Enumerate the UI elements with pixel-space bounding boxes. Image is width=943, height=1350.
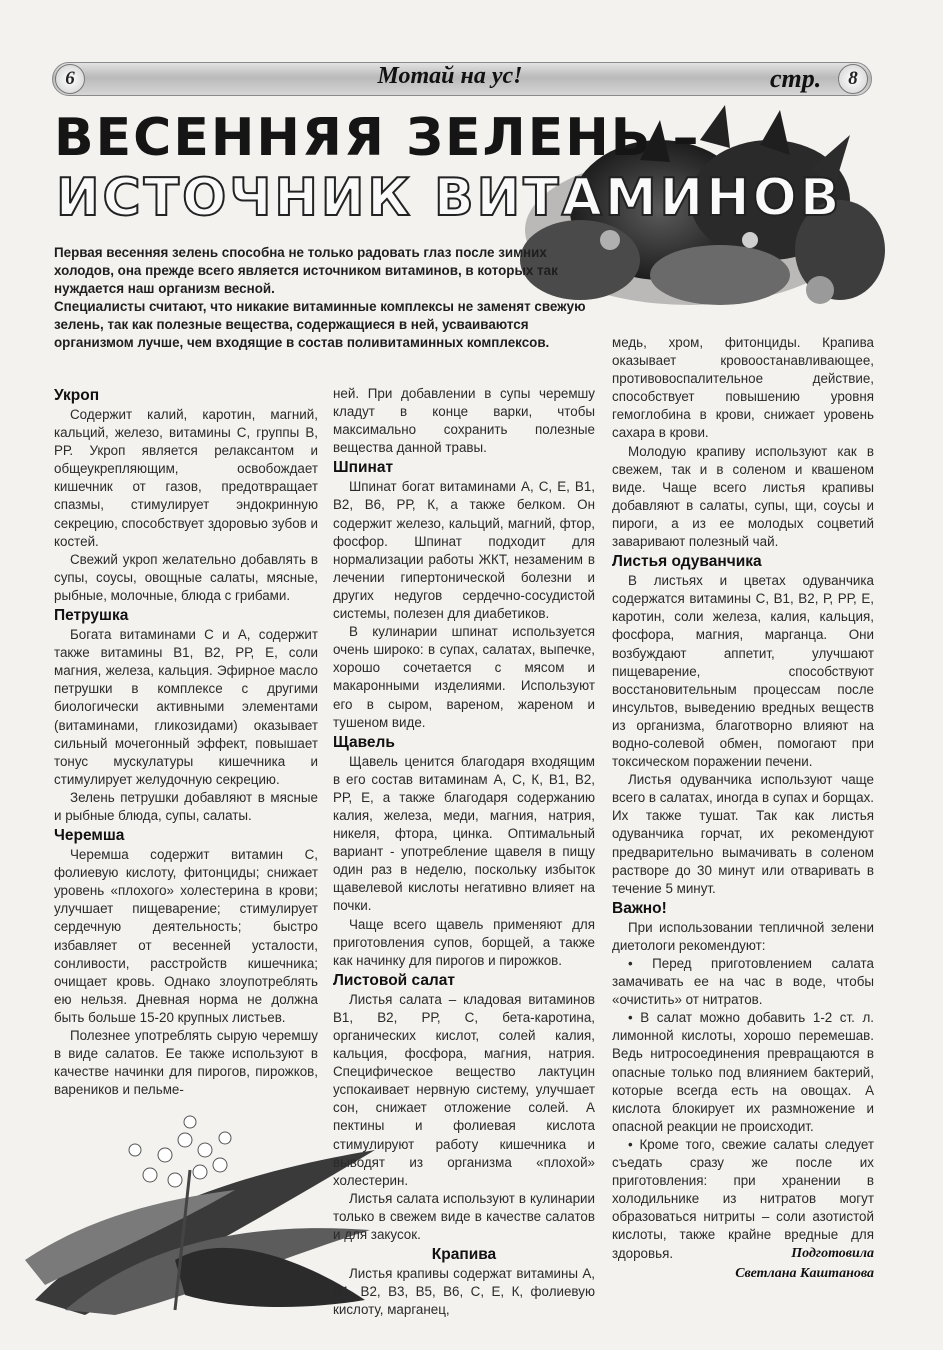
heading-salat: Листовой салат [333,971,455,989]
heading-petrushka: Петрушка [54,607,129,625]
text-salat-2: Листья салата используют в кулинарии только в свежем виде в качестве салатов и для закусок. [333,1190,595,1243]
text-cheremsha-2: Полезнее употреблять сырую черемшу в виде салатов. Ее также используют в качестве начинки для пирогов, пирожков, вареников и пельме- [54,1028,318,1098]
signature-prepared-by: Подготовила [791,1246,874,1261]
text-petrushka-1: Богата витаминами С и А, содержит также витамины В1, В2, РР, Е, соли магния, железа, кальция. Эфирное масло петрушки в комплексе с другими биологически активными элементами (витаминами, гликозидами) оказывает сильный мочегонный эффект, повышает тонус мускулатуры кишечника и стимулирует желудочную секрецию. [54,627,318,787]
text-krapiva-1: Листья крапивы содержат витамины А, В1, В2, В3, В5, В6, С, Е, К, фолиевую кислоту, марганец, [333,1266,595,1318]
section-title: Мотай на ус! [377,63,523,89]
text-vazhno-4: • Кроме того, свежие салаты следует съедать сразу же после их приготовления: при хранении в холодильнике из нитратов могут образоваться нитриты – соли азотистой кислоты, также крайне вредные для здоровья. [612,1136,874,1261]
text-salat-1: Листья салата – кладовая витаминов В1, В2, РР, С, бета-каротина, органических кислот, солей калия, кальция, фосфора, магния, натрия. Специфическое вещество лактуцин успокаивает нервную систему, улучшает сон, снижает отложение солей. А пектины и фолиевая кислота стимулируют работу кишечника и выводят из организма «плохой» холестерин. [333,991,595,1188]
heading-shchavel: Щавель [333,733,395,751]
text-petrushka-2: Зелень петрушки добавляют в мясные и рыбные блюда, супы, салаты. [54,789,318,823]
text-oduvanchik-2: Листья одуванчика используют чаще всего в салатах, иногда в супах и борщах. Их также тушат. Так как листья одуванчика горчат, их рекомендуют предварительно вымачивать в соленом растворе до 30 минут или отваривать в течение 5 минут. [612,772,874,896]
text-cheremsha-1: Черемша содержит витамин С, фолиевую кислоту, фитонциды; снижает уровень «плохого» холестерина в крови; улучшает пищеварение; стимулирует сердечную деятельность; быстро избавляет от весенней усталости, сонливости, расстройств кишечника; очищает кровь. Однако злоупотреблять ею нельзя. Дневная норма не должна быть больше 15-20 крупных листьев. [54,847,318,1025]
text-shpinat-2: В кулинарии шпинат используется очень широко: в супах, салатах, выпечке, хорошо сочетается с мясом и макаронными изделиями. Используют его в сыром, вареном, жареном и тушеном виде. [333,624,595,730]
text-ukrop-2: Свежий укроп желательно добавлять в супы, соусы, овощные салаты, мясные, рыбные, молочные, блюда с грибами. [54,551,318,603]
page-number-right: 8 [838,64,868,94]
text-vazhno-3: • В салат можно добавить 1-2 ст. л. лимонной кислоты, хорошо перемешав. Ведь нитросоединения превращаются в опасные только под влиянием бактерий, которые всегда есть на овощах. А кислота блокирует их размножение и опасной реакции не происходит. [612,1010,874,1134]
text-krapiva-continued: медь, хром, фитонциды. Крапива оказывает кровоостанавливающее, противовоспалительное действие, способствует повышению уровня гемоглобина в крови, снижает уровень сахара в крови. [612,335,874,441]
intro-text-1: Первая весенняя зелень способна не только радовать глаз после зимних холодов, она прежде всего является источником витаминов, в которых так нуждается наш организм весной. [54,245,558,297]
heading-vazhno: Важно! [612,899,667,917]
text-shchavel-2: Чаще всего щавель применяют для приготовления супов, борщей, а также как начинку для пирогов и пирожков. [333,916,595,968]
page-label: стр. [770,64,822,93]
column-1 [54,385,318,1099]
heading-oduvanchik: Листья одуванчика [612,553,762,571]
heading-shpinat: Шпинат [333,459,394,477]
headline-line-2: ИСТОЧНИК ВИТАМИНОВ [56,168,843,228]
page-number-left: 6 [55,64,85,94]
author-signature [612,1244,874,1284]
heading-ukrop: Укроп [54,387,100,404]
text-vazhno-1: При использовании тепличной зелени диетологи рекомендуют: [612,919,874,953]
intro-text-2: Специалисты считают, что никакие витаминные комплексы не заменят свежую зелень, так как полезные вещества, содержащиеся в ней, усваиваются организмом лучше, чем входящие в состав поливитаминных комплексов. [54,299,586,351]
wild-garlic-image [25,1110,380,1315]
column-3 [612,334,874,1263]
text-krapiva-2: Молодую крапиву используют как в свежем, так и в соленом и квашеном виде. Чаще всего листья крапивы добавляют в салаты, супы, щи, соусы и пироги, а из ее молодых соцветий заваривают полезный чай. [612,443,874,550]
text-ukrop-1: Содержит калий, каротин, магний, кальций, железо, витамины С, группы В, РР. Укроп является релаксантом и общеукрепляющим, освобождает кишечник от газов, предотвращает спазмы, стимулирует эндокринную секрецию, способствует здоровью зубов и костей. [54,407,318,549]
headline-line-1: ВЕСЕННЯЯ ЗЕЛЕНЬ – [54,108,701,168]
text-shchavel-1: Щавель ценится благодаря входящим в его состав витаминам А, С, К, В1, В2, РР, Е, а также благодаря содержанию калия, железа, меди, магния, натрия, никеля, фтора, цинка. Оптимальный вариант - употребление щавеля в пищу один раз в неделю, поскольку избыток щавелевой кислоты негативно влияет на почки. [333,753,595,914]
heading-cheremsha: Черемша [54,827,125,845]
text-shpinat-1: Шпинат богат витаминами А, С, Е, В1, В2, В6, РР, К, а также белком. Он содержит железо, кальций, магний, фтор, фосфор. Шпинат подходит для нормализации работы ЖКТ, незаменим в лечении гипертонической болезни и других недугов сердечно-сосудистой системы, полезен для диабетиков. [333,479,595,622]
intro-paragraph [54,244,594,353]
text-vazhno-2: • Перед приготовлением салата замачивать ее на час в воде, чтобы «очистить» от нитратов. [612,956,874,1008]
signature-author-name: Светлана Каштанова [735,1266,874,1281]
column-2 [333,385,595,1319]
text-cheremsha-continued: ней. При добавлении в супы черемшу кладут в конце варки, чтобы максимально сохранить полезные вещества данной травы. [333,386,595,456]
heading-krapiva: Крапива [431,1246,497,1264]
text-oduvanchik-1: В листьях и цветах одуванчика содержатся витамины С, В1, В2, Р, РР, Е, каротин, соли железа, калия, кальция, фосфора, магния, марганца. Они возбуждают аппетит, улучшают пищеварение, способствуют восстановительным процессам после инсультов, выведению вредных веществ из организма, благотворно влияют на водно-солевой обмен, помогают при токсическом поражении печени. [612,573,874,770]
